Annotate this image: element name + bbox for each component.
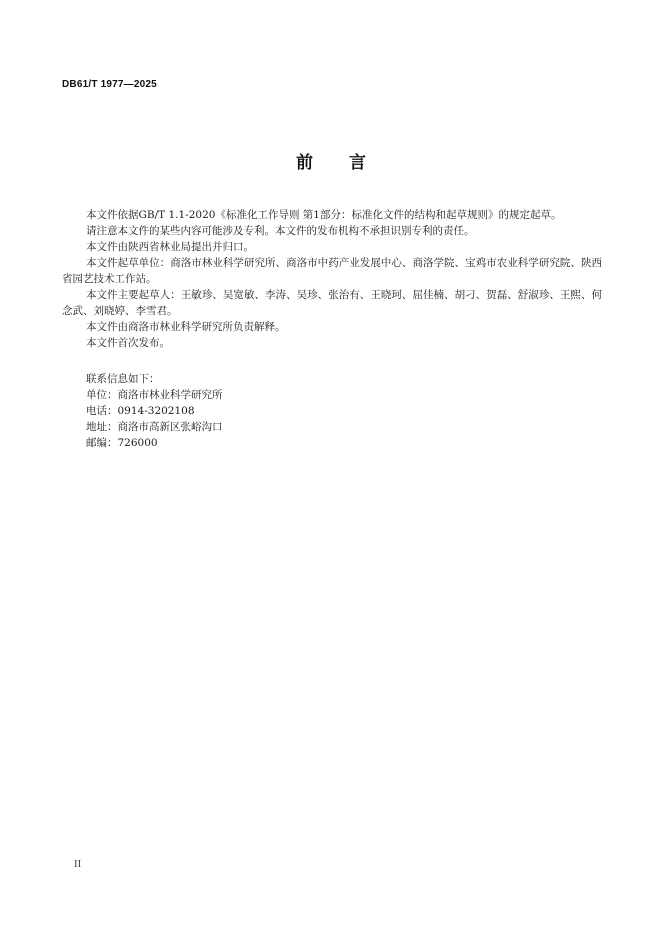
paragraph-patent-notice: 请注意本文件的某些内容可能涉及专利。本文件的发布机构不承担识别专利的责任。 <box>86 225 475 237</box>
contact-heading: 联系信息如下： <box>86 373 160 385</box>
paragraph-first-release: 本文件首次发布。 <box>86 337 170 349</box>
page-number: II <box>74 858 82 870</box>
paragraph-interpretation: 本文件由商洛市林业科学研究所负责解释。 <box>86 321 286 333</box>
contact-phone: 电话：0914-3202108 <box>86 405 195 417</box>
contact-postcode: 邮编：726000 <box>86 437 158 449</box>
contact-address: 地址：商洛市高新区张峪沟口 <box>86 421 223 433</box>
contact-unit: 单位：商洛市林业科学研究所 <box>86 389 223 401</box>
page-title <box>0 148 662 173</box>
contact-info <box>62 371 602 451</box>
title-char-1: 前 <box>296 153 313 173</box>
paragraph-basis: 本文件依据GB/T 1.1-2020《标准化工作导则 第1部分：标准化文件的结构和起草规则》的规定起草。 <box>86 209 562 221</box>
title-char-2: 言 <box>349 153 366 173</box>
paragraph-drafting-units: 本文件起草单位：商洛市林业科学研究所、商洛市中药产业发展中心、商洛学院、宝鸡市农业科学研究院、陕西省园艺技术工作站。 <box>62 257 602 285</box>
standard-code: DB61/T 1977—2025 <box>62 79 157 90</box>
paragraph-drafters: 本文件主要起草人：王敏珍、吴宽敏、李涛、吴珍、张治有、王晓珂、屈佳楠、胡刁、贺磊、舒淑珍、王熙、何念武、刘晓婷、李雪君。 <box>62 289 602 317</box>
foreword-body <box>62 207 602 451</box>
paragraph-proposer: 本文件由陕西省林业局提出并归口。 <box>86 241 254 253</box>
